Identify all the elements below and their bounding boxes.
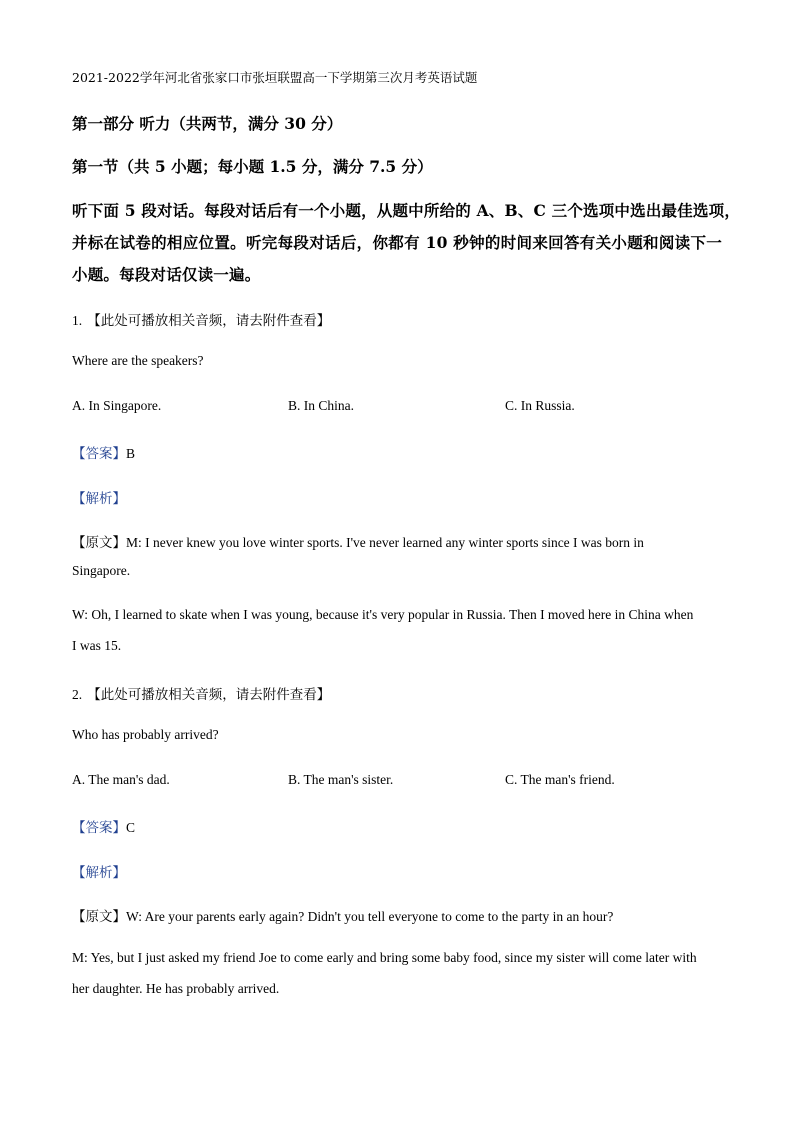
original-label: 【原文】 — [72, 909, 126, 925]
analysis-label: 【解析】 — [72, 491, 126, 507]
question-2-transcript-line-3: her daughter. He has probably arrived. — [72, 981, 280, 996]
transcript-text: M: I never knew you love winter sports. I've never learned any winter sports since I was born in — [126, 535, 644, 550]
part-heading: 第一部分 听力（共两节，满分 30 分） — [72, 114, 343, 133]
question-1-transcript-line-4: I was 15. — [72, 638, 122, 653]
section-heading: 第一节（共 5 小题；每小题 1.5 分，满分 7.5 分） — [72, 157, 433, 176]
answer-value: B — [126, 446, 136, 461]
answer-label: 【答案】 — [72, 820, 126, 836]
question-2-transcript-line-2: M: Yes, but I just asked my friend Joe to come early and bring some baby food, since my sister will come later with — [72, 950, 697, 965]
audio-note[interactable]: 【此处可播放相关音频，请去附件查看】 — [87, 687, 331, 703]
original-label: 【原文】 — [72, 535, 126, 551]
question-number: 1. — [72, 313, 83, 328]
question-2-header — [72, 683, 330, 703]
analysis-label: 【解析】 — [72, 865, 126, 881]
document-title: 2021-2022学年河北省张家口市张垣联盟高一下学期第三次月考英语试题 — [72, 70, 478, 85]
question-1-analysis — [72, 487, 126, 507]
question-1-transcript-line-3: W: Oh, I learned to skate when I was young, because it's very popular in Russia. Then I moved here in China when — [72, 607, 694, 622]
question-1-answer — [72, 442, 135, 462]
question-2-option-b: B. The man's sister. — [288, 772, 394, 787]
instruction-line-3: 小题。每段对话仅读一遍。 — [72, 265, 261, 284]
question-1-text: Where are the speakers? — [72, 353, 204, 368]
question-1-option-c: C. In Russia. — [505, 398, 575, 413]
question-2-answer — [72, 816, 135, 836]
question-1-option-b: B. In China. — [288, 398, 354, 413]
question-1-header — [72, 309, 330, 329]
question-2-transcript-line-1 — [72, 905, 613, 925]
question-2-option-a: A. The man's dad. — [72, 772, 170, 787]
instruction-line-1: 听下面 5 段对话。每段对话后有一个小题，从题中所给的 A、B、C 三个选项中选出最佳选项， — [72, 201, 741, 220]
question-number: 2. — [72, 687, 83, 702]
question-2-text: Who has probably arrived? — [72, 727, 219, 742]
answer-label: 【答案】 — [72, 446, 126, 462]
question-1-transcript-line-1 — [72, 531, 644, 551]
question-1-transcript-line-2: Singapore. — [72, 563, 131, 578]
question-1-option-a: A. In Singapore. — [72, 398, 162, 413]
question-2-option-c: C. The man's friend. — [505, 772, 615, 787]
audio-note[interactable]: 【此处可播放相关音频，请去附件查看】 — [87, 313, 331, 329]
transcript-text: W: Are your parents early again? Didn't you tell everyone to come to the party in an hour? — [126, 909, 614, 924]
instruction-line-2: 并标在试卷的相应位置。听完每段对话后，你都有 10 秒钟的时间来回答有关小题和阅读下一 — [72, 233, 722, 252]
question-2-analysis — [72, 861, 126, 881]
answer-value: C — [126, 820, 136, 835]
